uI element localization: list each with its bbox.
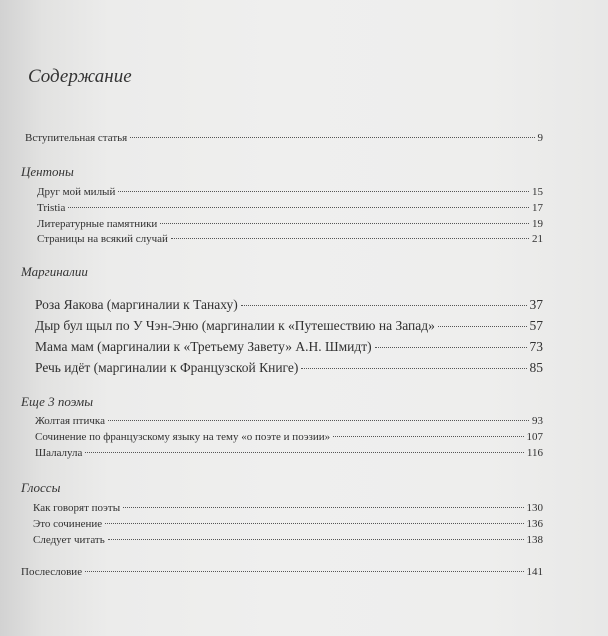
dot-leader — [68, 207, 529, 208]
dot-leader — [130, 137, 534, 138]
toc-entry — [37, 233, 543, 245]
toc-entry — [37, 202, 543, 214]
toc-entry — [33, 502, 543, 514]
section-heading-three-poems: Еще 3 поэмы — [21, 394, 94, 409]
dot-leader — [108, 539, 524, 540]
toc-entry — [33, 518, 543, 530]
section-heading-centons: Центоны — [21, 164, 74, 179]
toc-entry-label: Следует читать — [33, 534, 105, 546]
toc-page-number: 93 — [532, 415, 543, 427]
dot-leader — [118, 191, 529, 192]
dot-leader — [171, 238, 529, 239]
toc-page-number: 107 — [526, 431, 543, 443]
toc-entry-label: Жолтая птичка — [35, 415, 105, 427]
dot-leader — [105, 523, 523, 524]
toc-page-number: 21 — [532, 233, 543, 245]
toc-entry — [35, 297, 543, 313]
toc-entry-label: Дыр бул щыл по У Чэн-Эню (маргиналии к «Путешествию на Запад» — [35, 318, 435, 333]
toc-page-number: 116 — [526, 447, 543, 459]
toc-page-number: 15 — [532, 186, 543, 198]
toc-entry-label: Вступительная статья — [25, 132, 128, 144]
dot-leader — [241, 305, 527, 306]
toc-entry-label: Речь идёт (маргиналии к Французской Книге) — [35, 360, 299, 375]
toc-entry-label: Сочинение по французскому языку на тему «о поэте и поэзии» — [35, 431, 331, 443]
toc-page-number: 73 — [529, 339, 543, 354]
toc-entry-label: Шалалула — [35, 447, 83, 459]
dot-leader — [160, 223, 529, 224]
toc-entry-label: Роза Яакова (маргиналии к Танаху) — [35, 297, 238, 312]
toc-page-number: 19 — [532, 218, 543, 230]
toc-page-number: 85 — [529, 360, 543, 375]
toc-entry-label: Литературные памятники — [37, 218, 158, 230]
toc-entry — [37, 186, 543, 198]
toc-entry-label: Мама мам (маргиналии к «Третьему Завету» А.Н. Шмидт) — [35, 339, 372, 354]
toc-entry-label: Как говорят поэты — [33, 502, 121, 514]
toc-entry — [33, 534, 543, 546]
toc-entry-label: Это сочинение — [33, 518, 103, 530]
toc-entry-label: Страницы на всякий случай — [37, 233, 168, 245]
toc-page-number: 141 — [526, 566, 543, 578]
toc-page-number: 138 — [526, 534, 543, 546]
toc-entry — [37, 218, 543, 230]
toc-entry — [35, 339, 543, 355]
toc-entry — [35, 318, 543, 334]
toc-page-number: 37 — [529, 297, 543, 312]
section-heading-marginalia: Маргиналии — [21, 264, 88, 279]
toc-entry-afterword — [21, 566, 543, 578]
dot-leader — [333, 436, 523, 437]
toc-page-number: 136 — [526, 518, 543, 530]
toc-entry — [35, 360, 543, 376]
toc-page-number: 130 — [526, 502, 543, 514]
toc-page-number: 17 — [532, 202, 543, 214]
toc-entry-intro — [25, 132, 543, 144]
dot-leader — [85, 571, 523, 572]
page-title: Содержание — [28, 66, 132, 87]
dot-leader — [123, 507, 523, 508]
dot-leader — [108, 420, 529, 421]
toc-entry-label: Послесловие — [21, 566, 83, 578]
toc-entry — [35, 415, 543, 427]
toc-entry-label: Друг мой милый — [37, 186, 116, 198]
dot-leader — [301, 368, 526, 369]
dot-leader — [438, 326, 527, 327]
toc-entry-label: Tristia — [37, 202, 66, 214]
toc-page-number: 9 — [537, 132, 543, 144]
toc-entry — [35, 431, 543, 443]
toc-entry — [35, 447, 543, 459]
toc-page-number: 57 — [529, 318, 543, 333]
dot-leader — [375, 347, 527, 348]
section-heading-glosses: Глоссы — [21, 480, 61, 495]
dot-leader — [85, 452, 523, 453]
